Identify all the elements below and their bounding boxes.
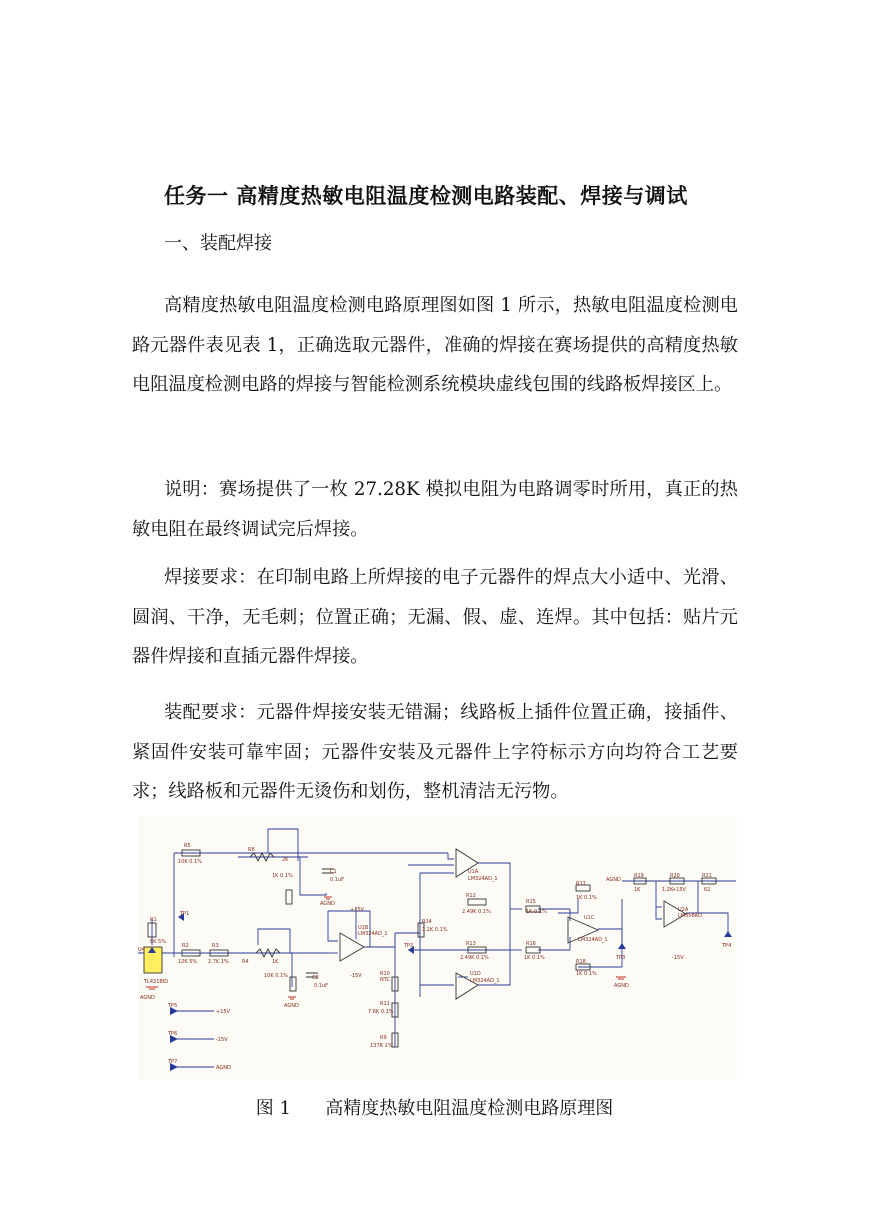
label-r10-value: NTC <box>380 977 390 983</box>
label-tp6: TP6 <box>168 1031 178 1037</box>
label-u1a: U1A <box>468 869 479 875</box>
label-r17: R17 <box>576 881 586 887</box>
label-u1b: U1B <box>358 925 369 931</box>
section-heading: 一、装配焊接 <box>164 233 272 254</box>
label-minus15v-c: -15V <box>672 955 684 961</box>
label-r15-value: 1K 0.1% <box>526 909 547 915</box>
label-agnd-3: AGND <box>284 1003 299 1009</box>
label-plus15v-c: +15V <box>672 887 686 893</box>
label-r5: R5 <box>184 843 191 849</box>
label-r12-value: 2.49K 0.1% <box>462 909 491 915</box>
label-r14-value: 1.2K 0.1% <box>422 927 448 933</box>
label-tp7: TP7 <box>168 1059 178 1065</box>
label-agnd-1: AGND <box>320 901 335 907</box>
label-r20-value: 1.2K <box>662 887 674 893</box>
label-r21: R21 <box>702 873 712 879</box>
label-u1c-part: LM324AD_1 <box>578 937 608 943</box>
label-tl431: TL431BID <box>144 979 169 985</box>
paragraph-principle: 高精度热敏电阻温度检测电路原理图如图 1 所示，热敏电阻温度检测电路元器件表见表 1，正确选取元器件，准确的焊接在赛场提供的高精度热敏电阻温度检测电路的焊接与智能检测系统模块虚线包围的线路板焊接区上。 <box>132 295 738 396</box>
label-r19: R19 <box>634 873 644 879</box>
paragraph-note: 说明：赛场提供了一枚 27.28K 模拟电阻为电路调零时所用，真正的热敏电阻在最终调试完后焊接。 <box>132 479 738 540</box>
label-r7-value: 1K 0.1% <box>272 873 293 879</box>
label-c2: C2 <box>312 975 319 981</box>
page-title: 任务一 高精度热敏电阻温度检测电路装配、焊接与调试 <box>164 184 688 208</box>
label-r1-value: 6K 5% <box>150 939 166 945</box>
label-plus15v-a: +15V <box>350 907 364 913</box>
label-tp2: TP2 <box>404 943 414 949</box>
label-tp4: TP4 <box>722 943 732 949</box>
label-r3-value: 2.7K 1% <box>208 959 229 965</box>
label-r16-value: 1K 0.1% <box>524 955 545 961</box>
label-r1: R1 <box>150 917 157 923</box>
label-u1b-part: LM324AD_1 <box>358 931 388 937</box>
label-r18-value: 1K 0.1% <box>576 971 597 977</box>
label-agnd-4: AGND <box>606 877 621 883</box>
label-agnd-2: AGND <box>140 995 155 1001</box>
label-r13-value: 2.49K 0.1% <box>460 955 489 961</box>
label-r3: R3 <box>212 943 219 949</box>
label-u4: U4 <box>138 947 145 953</box>
label-u1d-part: LM324AD_1 <box>470 978 500 984</box>
label-u2a: U2A <box>678 907 689 913</box>
label-r11: R11 <box>380 1001 390 1007</box>
label-r2-value: 12K 5% <box>178 959 198 965</box>
circuit-schematic <box>138 817 737 1079</box>
label-r8: R8 <box>248 847 255 853</box>
figure-caption: 图 1 高精度热敏电阻温度检测电路原理图 <box>255 1098 614 1119</box>
label-r9: R9 <box>380 1035 387 1041</box>
label-tp3: TP3 <box>616 955 626 961</box>
label-r2: R2 <box>182 943 189 949</box>
label-r14: R14 <box>422 919 432 925</box>
label-tp5: TP5 <box>168 1003 178 1009</box>
label-r8-value: 2K <box>282 857 289 863</box>
label-u1d: U1D <box>470 971 481 977</box>
label-u1c: U1C <box>584 915 595 921</box>
label-r20: R20 <box>670 873 680 879</box>
label-r9-value: 137R 1% <box>370 1043 393 1049</box>
label-r11-value: 7.6K 0.1% <box>368 1009 394 1015</box>
label-c1-value: 0.1uF <box>330 877 344 883</box>
label-r4: R4 <box>242 959 249 965</box>
paragraph-soldering-requirements: 焊接要求：在印制电路上所焊接的电子元器件的焊点大小适中、光滑、圆润、干净，无毛刺；位置正确；无漏、假、虚、连焊。其中包括：贴片元器件焊接和直插元器件焊接。 <box>132 567 738 668</box>
label-c2-value: 0.1uF <box>314 983 328 989</box>
label-minus15v-a: -15V <box>350 973 362 979</box>
label-u2a-part: LM358AD <box>678 913 702 919</box>
label-u1a-part: LM324AD_1 <box>468 876 498 882</box>
label-r19-value: 1K <box>634 887 641 893</box>
label-agnd-5: AGND <box>614 983 629 989</box>
label-r12: R12 <box>466 893 476 899</box>
label-r5-value: 10K 0.1% <box>178 859 202 865</box>
label-r13: R13 <box>466 941 476 947</box>
paragraph-assembly-requirements: 装配要求：元器件焊接安装无错漏；线路板上插件位置正确，接插件、紧固件安装可靠牢固；元器件安装及元器件上字符标示方向均符合工艺要求；线路板和元器件无烫伤和划伤，整机清洁无污物。 <box>132 702 738 803</box>
label-r4-value: 1K <box>272 959 279 965</box>
label-r16: R16 <box>526 941 536 947</box>
label-r6-value: 10K 0.1% <box>264 973 288 979</box>
label-r21-value: 62 <box>704 887 711 893</box>
label-tp1: TP1 <box>180 911 190 917</box>
label-r15: R15 <box>526 899 536 905</box>
label-plus15v-b: +15V <box>216 1009 230 1015</box>
label-r18: R18 <box>576 959 586 965</box>
label-agnd-b: AGND <box>216 1065 231 1071</box>
label-minus15v-b: -15V <box>216 1037 228 1043</box>
label-r10: R10 <box>380 971 390 977</box>
label-r17-value: 1K 0.1% <box>576 895 597 901</box>
label-c1: C1 <box>330 869 337 875</box>
